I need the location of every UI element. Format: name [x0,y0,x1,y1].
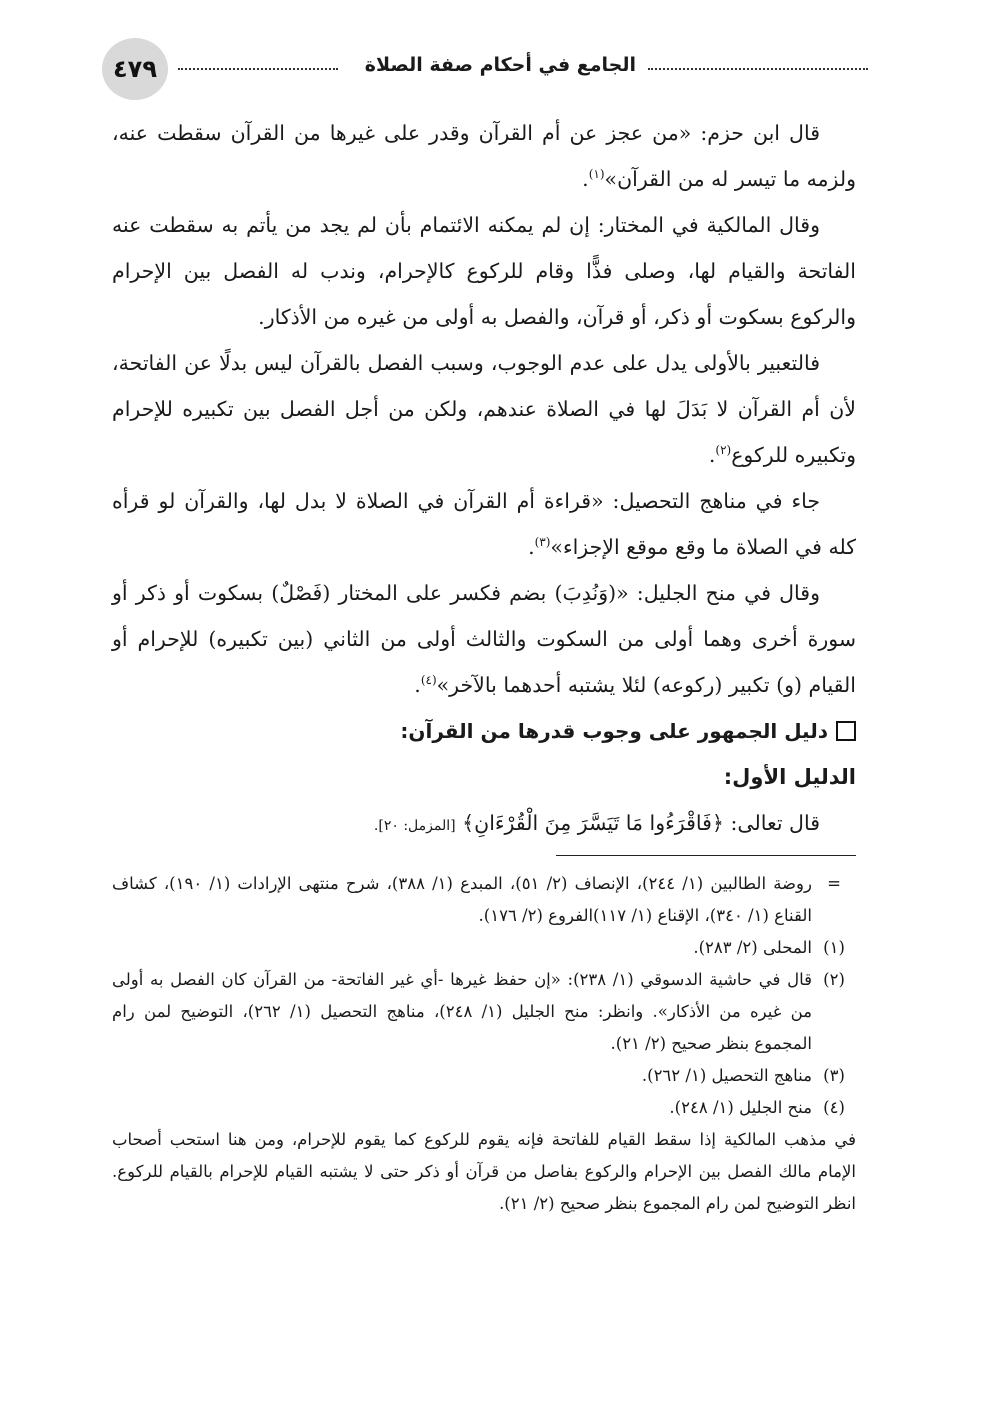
paragraph-tabir: فالتعبير بالأولى يدل على عدم الوجوب، وسبب الفصل بالقرآن ليس بدلًا عن الفاتحة، لأن أم القرآن لا بَدَلَ لها في الصلاة عندهم، ولكن من أجل الفصل بين تكبيره للإحرام وتكبيره للركوع$^{(٢)}$. [112,351,856,467]
footnote-continuation: في مذهب المالكية إذا سقط القيام للفاتحة فإنه يقوم للركوع كما يقوم للإحرام، ومن هنا استحب أصحاب الإمام مالك الفصل بين الإحرام والركوع بفاصل من قرآن أو ذكر حتى لا يشتبه القيام للإحرام بالقيام للركوع. انظر التوضيح لمن رام المجموع بنظر صحيح (٢/ ٢١). [112,1130,856,1213]
main-text [112,110,856,849]
footnote-text: روضة الطالبين (١/ ٢٤٤)، الإنصاف (٢/ ٥١)، المبدع (١/ ٣٨٨)، شرح منتهى الإرادات (١/ ١٩٠)، كشاف القناع (١/ ٣٤٠)، الإقناع (١/ ١١٧)الفروع (٢/ ١٧٦). [112,874,812,925]
footnotes [112,868,856,1220]
square-bullet-icon [836,721,856,741]
footnote-ref-2[interactable]: (٢) [715,443,732,458]
footnote-text: المحلى (٢/ ٢٨٣). [693,938,812,957]
section-heading: دليل الجمهور على وجوب قدرها من القرآن: [112,708,856,754]
verse-reference: [المزمل: ٢٠]. [373,818,456,834]
subsection-heading: الدليل الأول: [723,765,856,789]
footnote-marker: = [827,874,841,893]
header-dots-right [648,68,868,70]
footnote-item [112,932,856,964]
paragraph-ibn-hazm: قال ابن حزم: «من عجز عن أم القرآن وقدر على غيرها من القرآن سقطت عنه، ولزمه ما تيسر له من القرآن»$^{(١)}$. [112,121,856,191]
book-page [112,40,856,1220]
paragraph-manahij: جاء في مناهج التحصيل: «قراءة أم القرآن في الصلاة لا بدل لها، والقرآن لو قرأه كله في الصلاة ما وقع موقع الإجزاء»$^{(٣)}$. [112,489,856,559]
paragraph-minah: وقال في منح الجليل: «(وَنُدِبَ) بضم فكسر على المختار (فَصْلٌ) بسكوت أو ذكر أو سورة أخرى وهما أولى من السكوت والثالث أولى من الثاني (بين تكبيره) للإحرام أو القيام (و) تكبير (ركوعه) لئلا يشتبه أحدهما بالآخر»$^{(٤)}$. [112,581,856,697]
footnote-text: مناهج التحصيل (١/ ٢٦٢). [641,1066,812,1085]
footnote-item [112,1092,856,1124]
footnote-item [112,868,856,932]
footnote-ref-1[interactable]: (١) [588,167,605,182]
footnote-separator [556,855,856,856]
footnote-marker: (٣) [823,1066,845,1085]
header-dots-left [178,68,338,70]
footnote-ref-4[interactable]: (٤) [420,673,437,688]
footnote-text: قال في حاشية الدسوقي (١/ ٢٣٨): «إن حفظ غيرها -أي غير الفاتحة- من القرآن كان الفصل به أولى من غيره من الأذكار». وانظر: منح الجليل (١/ ٢٤٨)، مناهج التحصيل (١/ ٢٦٢)، التوضيح لمن رام المجموع بنظر صحيح (٢/ ٢١). [112,970,813,1053]
footnote-marker: (٢) [823,970,845,989]
page-header [112,40,856,100]
verse-line: قال تعالى: ﴿فَاقْرَءُوا مَا تَيَسَّرَ مِنَ الْقُرْءَانِ﴾ [المزمل: ٢٠]. [373,811,820,835]
paragraph-malikiyya: وقال المالكية في المختار: إن لم يمكنه الائتمام بأن لم يجد من يأتم به سقطت عنه الفاتحة والقيام لها، وصلى فذًّا وقام للركوع كالإحرام، وندب له الفصل بين الإحرام والركوع بسكوت أو ذكر، أو قرآن، والفصل به أولى من غيره من الأذكار. [112,213,856,329]
footnote-ref-3[interactable]: (٣) [534,535,551,550]
footnote-text: منح الجليل (١/ ٢٤٨). [669,1098,812,1117]
footnote-item [112,964,856,1060]
page-number: ٤٧٩ [102,38,168,100]
footnote-marker: (٤) [823,1098,845,1117]
footnote-marker: (١) [823,938,845,957]
running-title: الجامع في أحكام صفة الصلاة [364,54,636,76]
footnote-item [112,1060,856,1092]
